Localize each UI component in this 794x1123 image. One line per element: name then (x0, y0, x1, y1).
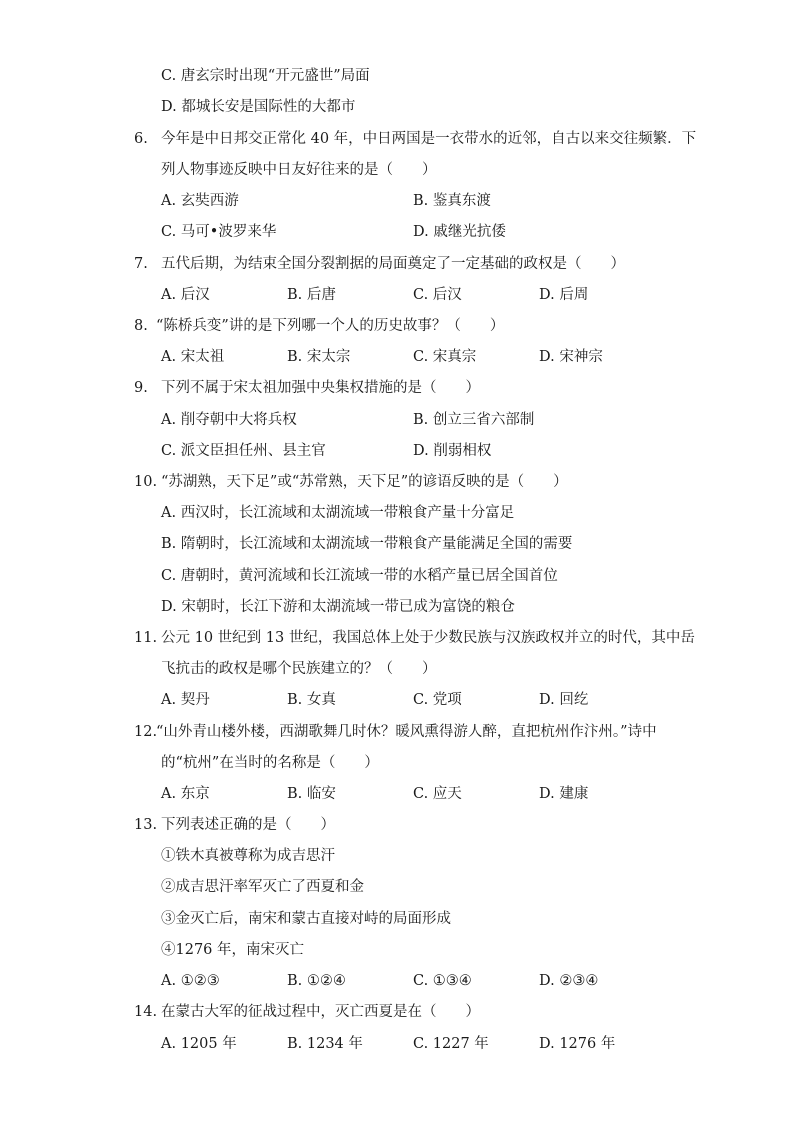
q10-option-a: A. 西汉时，长江流域和太湖流域一带粮食产量十分富足 (161, 505, 515, 521)
q7-option-a: A. 后汉 (161, 287, 210, 303)
q9-option-b: B. 创立三省六部制 (413, 412, 535, 428)
q6-option-c: C. 马可•波罗来华 (161, 224, 277, 240)
q11-option-d: D. 回纥 (539, 692, 589, 708)
q8-option-d: D. 宋神宗 (539, 349, 603, 365)
q8-option-a: A. 宋太祖 (161, 349, 225, 365)
q13-option-d: D. ②③④ (539, 973, 599, 989)
q12-number: 12. (134, 724, 158, 740)
q10-option-c: C. 唐朝时，黄河流域和长江流域一带的水稻产量已居全国首位 (161, 568, 558, 584)
q12-option-c: C. 应天 (413, 786, 462, 802)
q13-stem-line1: 下列表述正确的是（ ） (161, 817, 335, 833)
q13-option-b: B. ①②④ (287, 973, 346, 989)
q6-option-a: A. 玄奘西游 (161, 193, 239, 209)
q13-number: 13. (134, 817, 158, 833)
q5-option-c: C. 唐玄宗时出现“开元盛世”局面 (161, 68, 370, 84)
q7-option-b: B. 后唐 (287, 287, 336, 303)
q7-stem-line1: 五代后期，为结束全国分裂割据的局面奠定了一定基础的政权是（ ） (161, 256, 625, 272)
q11-option-a: A. 契丹 (161, 692, 210, 708)
q6-number: 6. (134, 131, 148, 147)
q11-option-c: C. 党项 (413, 692, 462, 708)
q8-stem-line1: “陈桥兵变”讲的是下列哪一个人的历史故事？（ ） (156, 318, 505, 334)
q6-option-b: B. 鉴真东渡 (413, 193, 491, 209)
q13-statement-4: ④1276 年，南宋灭亡 (161, 942, 305, 958)
q12-stem-line1: “山外青山楼外楼，西湖歌舞几时休？暖风熏得游人醉，直把杭州作汴州。”诗中 (156, 724, 657, 740)
q9-option-d: D. 削弱相权 (413, 443, 492, 459)
q7-option-d: D. 后周 (539, 287, 589, 303)
q13-statement-2: ②成吉思汗率军灭亡了西夏和金 (161, 879, 364, 895)
q10-stem-line1: “苏湖熟，天下足”或“苏常熟，天下足”的谚语反映的是（ ） (161, 474, 568, 490)
q14-number: 14. (134, 1004, 158, 1020)
q14-option-b: B. 1234 年 (287, 1036, 363, 1052)
q13-statement-3: ③金灭亡后，南宋和蒙古直接对峙的局面形成 (161, 911, 451, 927)
q14-option-a: A. 1205 年 (161, 1036, 237, 1052)
q10-option-d: D. 宋朝时，长江下游和太湖流域一带已成为富饶的粮仓 (161, 599, 515, 615)
q14-option-d: D. 1276 年 (539, 1036, 616, 1052)
q9-number: 9. (134, 380, 148, 396)
q8-option-c: C. 宋真宗 (413, 349, 477, 365)
q10-option-b: B. 隋朝时，长江流域和太湖流域一带粮食产量能满足全国的需要 (161, 536, 573, 552)
q9-option-a: A. 削夺朝中大将兵权 (161, 412, 297, 428)
q5-option-d: D. 都城长安是国际性的大都市 (161, 99, 356, 115)
q8-number: 8. (134, 318, 148, 334)
q13-option-a: A. ①②③ (161, 973, 220, 989)
q12-option-d: D. 建康 (539, 786, 589, 802)
q6-option-d: D. 戚继光抗倭 (413, 224, 506, 240)
q8-option-b: B. 宋太宗 (287, 349, 351, 365)
q11-number: 11. (134, 630, 158, 646)
q13-option-c: C. ①③④ (413, 973, 472, 989)
q12-stem-line2: 的“杭州”在当时的名称是（ ） (161, 755, 379, 771)
q9-stem-line1: 下列不属于宋太祖加强中央集权措施的是（ ） (161, 380, 480, 396)
q14-option-c: C. 1227 年 (413, 1036, 489, 1052)
q11-option-b: B. 女真 (287, 692, 336, 708)
q12-option-a: A. 东京 (161, 786, 210, 802)
q13-statement-1: ①铁木真被尊称为成吉思汗 (161, 848, 335, 864)
q7-option-c: C. 后汉 (413, 287, 462, 303)
q14-stem-line1: 在蒙古大军的征战过程中，灭亡西夏是在（ ） (161, 1004, 480, 1020)
q6-stem-line1: 今年是中日邦交正常化 40 年，中日两国是一衣带水的近邻，自古以来交往频繁．下 (161, 131, 697, 147)
q11-stem-line2: 飞抗击的政权是哪个民族建立的？（ ） (161, 661, 437, 677)
q11-stem-line1: 公元 10 世纪到 13 世纪，我国总体上处于少数民族与汉族政权并立的时代，其中岳 (161, 630, 695, 646)
q9-option-c: C. 派文臣担任州、县主官 (161, 443, 326, 459)
q12-option-b: B. 临安 (287, 786, 336, 802)
q6-stem-line2: 列人物事迹反映中日友好往来的是（ ） (161, 162, 437, 178)
q7-number: 7. (134, 256, 148, 272)
q10-number: 10. (134, 474, 158, 490)
